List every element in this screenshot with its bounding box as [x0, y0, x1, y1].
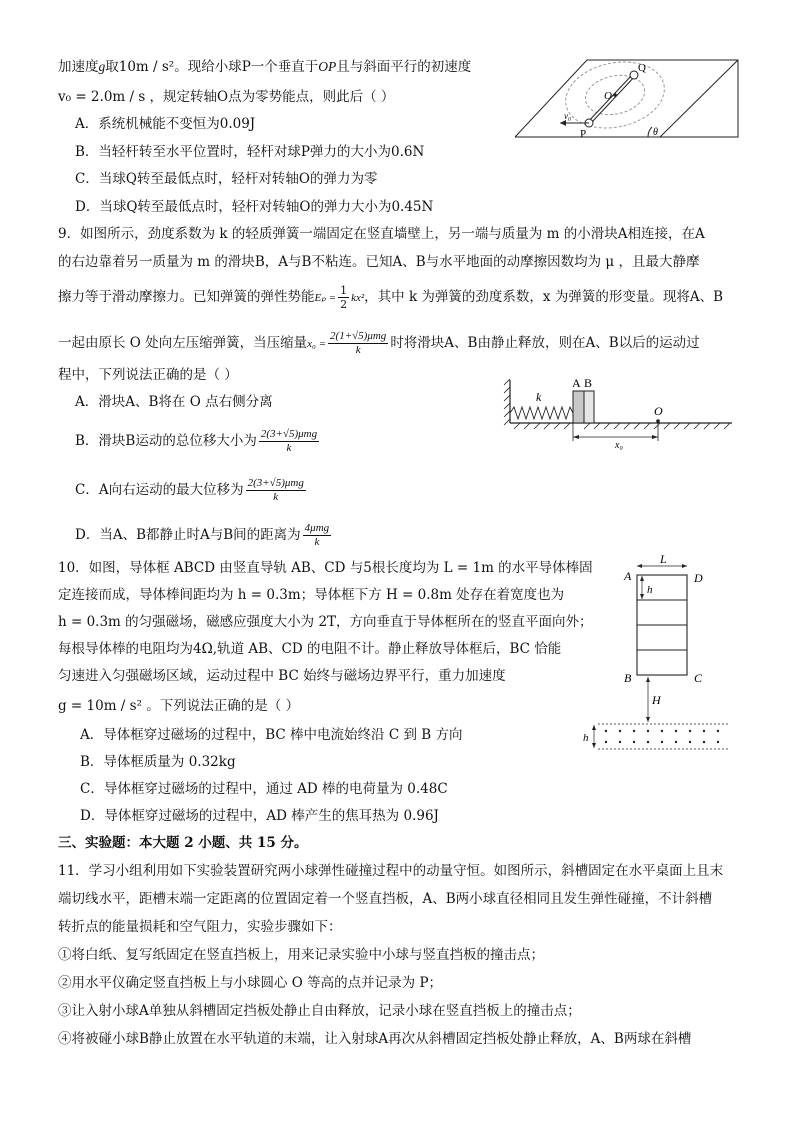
- q9-text: ，其中 k 为弹簧的劲度系数，x 为弹簧的形变量。现将A、B: [364, 289, 724, 305]
- q8-fig-label-theta: θ: [653, 127, 658, 138]
- q9-spring-figure: [500, 375, 740, 450]
- q9-line1: 9．如图所示，劲度系数为 k 的轻质弹簧一端固定在竖直墙壁上，另一端与质量为 m 的小滑块A相连接，在A: [58, 226, 705, 242]
- q10-fig-label-h: h: [647, 584, 653, 596]
- q9-option-a: A．滑块A、B将在 O 点右侧分离: [75, 394, 273, 410]
- q9-half-den: 2: [340, 298, 348, 311]
- q10-fig-label-h2: h: [583, 732, 589, 744]
- q9-fig-label-b: B: [584, 376, 593, 390]
- q9-half-num: 1: [340, 284, 348, 297]
- q9-option-b: [75, 428, 321, 455]
- q8-fig-label-v0: v₀: [564, 111, 572, 121]
- q8-fig-label-p: P: [580, 128, 587, 140]
- q9-optb-text: B．滑块B运动的总位移大小为: [75, 433, 257, 449]
- q8-fig-label-o: O: [604, 90, 612, 102]
- q8-option-b: B．当轻杆转至水平位置时，轻杆对球P弹力的大小为0.6N: [75, 144, 425, 160]
- q9-line3: [58, 284, 723, 311]
- q11-step-1: ①将白纸、复写纸固定在竖直挡板上，用来记录实验中小球与竖直挡板的撞击点；: [58, 947, 544, 963]
- q11-line1: 11．学习小组利用如下实验装置研究两小球弹性碰撞过程中的动量守恒。如图所示，斜槽固定在水平桌面上且末: [58, 863, 724, 879]
- q9-x0-symbol: x₀ =: [307, 338, 327, 350]
- section-title: 三、实验题：本大题 2 小题、共 15 分。: [58, 835, 308, 851]
- q10-fig-label-bigh: H: [652, 693, 661, 707]
- q8-fig-label-q: Q: [638, 62, 646, 74]
- q10-option-a: A．导体框穿过磁场的过程中，BC 棒中电流始终沿 C 到 B 方向: [80, 727, 463, 743]
- q9-option-c: [75, 477, 308, 504]
- q10-frame-figure: [580, 552, 740, 756]
- q9-optb-den: k: [286, 442, 292, 454]
- q10-fig-label-l: L: [660, 552, 667, 566]
- q10-fig-label-a: A: [624, 569, 632, 583]
- q10-fig-label-d: D: [694, 571, 703, 585]
- q10-option-d: D．导体框穿过磁场的过程中，AD 棒产生的焦耳热为 0.96J: [80, 808, 439, 824]
- q10-line4: 每根导体棒的电阻均为4Ω,轨道 AB、CD 的电阻不计。静止释放导体框后，BC 恰能: [58, 641, 562, 657]
- q9-option-d: [75, 522, 333, 549]
- q9-optd-fraction: [303, 522, 331, 549]
- q10-option-c: C．导体框穿过磁场的过程中，通过 AD 棒的电荷量为 0.48C: [80, 781, 448, 797]
- q9-text: 擦力等于滑动摩擦力。已知弹簧的弹性势能: [58, 289, 315, 305]
- q10-line3: h = 0.3m 的匀强磁场，磁感应强度大小为 2T，方向垂直于导体框所在的竖直平面向外；: [58, 614, 593, 630]
- q11-step-3: ③让入射小球A单独从斜槽固定挡板处静止自由释放，记录小球在竖直挡板上的撞击点；: [58, 1003, 581, 1019]
- q10-fig-label-b: B: [624, 671, 632, 685]
- q8-option-a: A．系统机械能不变恒为0.09J: [75, 116, 256, 132]
- q9-optb-num: 2(3+√5)μmg: [260, 428, 318, 440]
- q9-optc-den: k: [273, 491, 279, 503]
- q10-line1: 10．如图，导体框 ABCD 由竖直导轨 AB、CD 与5根长度均为 L = 1m 的水平导体棒固: [58, 560, 593, 576]
- q9-x0-num: 2(1+√5)μmg: [330, 330, 387, 342]
- q11-step-4: ④将被碰小球B静止放置在水平轨道的末端，让入射球A再次从斜槽固定挡板处静止释放，A、B两球在斜槽: [58, 1031, 692, 1047]
- q8-line1: [58, 58, 471, 76]
- q9-optc-fraction: [246, 477, 306, 504]
- q8-text: 加速度: [58, 59, 99, 75]
- q9-optc-text: C．A向右运动的最大位移为: [75, 482, 244, 498]
- q9-kx2: kx²: [351, 292, 365, 304]
- q9-ep-symbol: Eₚ =: [314, 292, 337, 304]
- q10-fig-label-c: C: [694, 671, 703, 685]
- q9-line5: 程中，下列说法正确的是（ ）: [58, 367, 238, 383]
- q8-text: 且与斜面平行的初速度: [336, 59, 472, 75]
- q9-fig-label-a: A: [572, 376, 581, 390]
- q9-fig-label-x0: x₀: [615, 440, 623, 451]
- q8-g: g: [98, 59, 106, 74]
- q8-line2: v₀ = 2.0m / s ，规定转轴O点为零势能点，则此后（ ）: [58, 89, 395, 105]
- q9-optd-num: 4μmg: [304, 522, 330, 534]
- q10-option-b: B．导体框质量为 0.32kg: [80, 754, 236, 770]
- q11-line2: 端切线水平，距槽末端一定距离的位置固定着一个竖直挡板，A、B两小球直径相同且发生弹性碰撞，不计斜槽: [58, 891, 713, 907]
- q9-half-fraction: [338, 284, 349, 311]
- q9-optd-den: k: [314, 536, 320, 548]
- q8-text: 取10m / s²。现给小球P一个垂直于: [105, 59, 319, 75]
- q11-line3: 转折点的能量损耗和空气阻力，实验步骤如下：: [58, 919, 342, 935]
- q10-line2: 定连接而成，导体棒间距均为 h = 0.3m；导体框下方 H = 0.8m 处存在着宽度也为: [58, 587, 565, 603]
- q10-line6: g = 10m / s² 。下列说法正确的是（ ）: [58, 698, 300, 714]
- q9-fig-label-k: k: [536, 390, 542, 404]
- q8-option-c: C．当球Q转至最低点时，轻杆对转轴O的弹力为零: [75, 171, 378, 187]
- q8-incline-figure: [510, 55, 740, 145]
- q11-step-2: ②用水平仪确定竖直挡板上与小球圆心 O 等高的点并记录为 P；: [58, 975, 443, 991]
- q8-option-d: D．当球Q转至最低点时，轻杆对转轴O的弹力大小为0.45N: [75, 199, 434, 215]
- q9-text: 时将滑块A、B由静止释放，则在A、B以后的运动过: [390, 335, 700, 351]
- q9-line2: 的右边靠着另一质量为 m 的滑块B，A与B不粘连。已知A、B与水平地面的动摩擦因数均为 μ ，且最大静摩: [58, 254, 700, 270]
- q9-optd-text: D．当A、B都静止时A与B间的距离为: [75, 527, 301, 543]
- q9-x0-fraction: [328, 330, 388, 357]
- q9-text: 一起由原长 O 处向左压缩弹簧，当压缩量: [58, 335, 308, 351]
- q8-op: OP: [318, 59, 337, 74]
- q9-line4: [58, 330, 700, 357]
- q10-line5: 匀速进入匀强磁场区域，运动过程中 BC 始终与磁场边界平行，重力加速度: [58, 668, 506, 684]
- q9-optc-num: 2(3+√5)μmg: [247, 477, 304, 489]
- q9-fig-label-o: O: [654, 404, 663, 418]
- q9-x0-den: k: [355, 344, 361, 356]
- q9-optb-fraction: [259, 428, 319, 455]
